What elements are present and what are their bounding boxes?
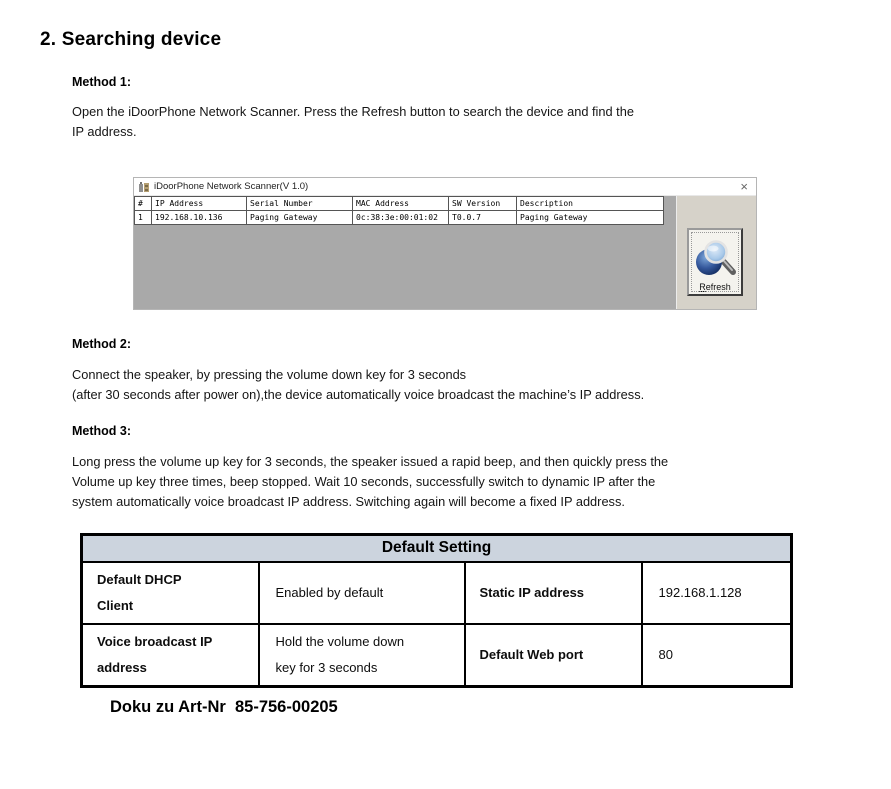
default-setting-title: Default Setting — [82, 535, 792, 562]
cell-text: 192.168.1.128 — [658, 584, 742, 600]
method-3-text — [72, 452, 852, 512]
cell-text: Voice broadcast IP — [97, 633, 213, 649]
col-header-index: # — [135, 197, 152, 211]
device-table — [134, 196, 664, 225]
table-row — [82, 562, 792, 624]
scanner-body — [134, 196, 756, 309]
value-static-ip — [642, 562, 792, 624]
refresh-button[interactable] — [687, 228, 743, 296]
method-3-heading: Method 3: — [72, 424, 132, 438]
device-description: Paging Gateway — [517, 211, 664, 225]
default-setting-table — [80, 533, 793, 688]
value-dhcp — [259, 562, 465, 624]
table-row — [82, 624, 792, 687]
scanner-right-panel — [676, 196, 756, 309]
default-setting-header-row — [82, 535, 792, 562]
cell-text: Enabled by default — [275, 584, 384, 600]
label-static-ip — [465, 562, 642, 624]
cell-text: address — [97, 659, 147, 675]
cell-text: Default DHCP — [97, 571, 182, 587]
method-3-line: Long press the volume up key for 3 seconds, the speaker issued a rapid beep, and then quickly press the — [72, 454, 669, 469]
value-web-port — [642, 624, 792, 687]
method-1-line: IP address. — [72, 124, 137, 139]
magnifier-icon — [694, 237, 736, 281]
cell-text: key for 3 seconds — [275, 659, 378, 675]
method-2-line: Connect the speaker, by pressing the volume down key for 3 seconds — [72, 367, 467, 382]
device-index: 1 — [135, 211, 152, 225]
device-row[interactable] — [135, 211, 664, 225]
close-icon[interactable]: × — [740, 179, 748, 194]
device-table-header-row — [135, 197, 664, 211]
method-2-text — [72, 365, 852, 405]
method-3-line: system automatically voice broadcast IP address. Switching again will become a fixed IP address. — [72, 494, 625, 509]
label-web-port — [465, 624, 642, 687]
method-2-heading: Method 2: — [72, 337, 132, 351]
col-header-mac: MAC Address — [353, 197, 449, 211]
scanner-titlebar — [134, 178, 756, 196]
cell-text: Client — [97, 597, 134, 613]
scanner-window — [133, 177, 757, 310]
footer-article-number: Doku zu Art-Nr 85-756-00205 — [110, 698, 338, 716]
col-header-serial: Serial Number — [247, 197, 353, 211]
page-title: 2. Searching device — [40, 29, 222, 50]
col-header-description: Description — [517, 197, 664, 211]
method-1-text — [72, 102, 852, 142]
scanner-window-title: iDoorPhone Network Scanner(V 1.0) — [154, 181, 309, 192]
cell-text: Static IP address — [479, 584, 585, 600]
device-ip: 192.168.10.136 — [152, 211, 247, 225]
cell-text: 80 — [658, 646, 673, 662]
cell-text: Default Web port — [479, 646, 584, 662]
col-header-ip: IP Address — [152, 197, 247, 211]
col-header-swversion: SW Version — [449, 197, 517, 211]
device-swversion: T0.0.7 — [449, 211, 517, 225]
method-1-heading: Method 1: — [72, 75, 132, 89]
cell-text: Hold the volume down — [275, 633, 405, 649]
label-default-dhcp-client — [82, 562, 259, 624]
method-3-line: Volume up key three times, beep stopped. Wait 10 seconds, successfully switch to dynamic IP after the — [72, 474, 656, 489]
method-2-line: (after 30 seconds after power on),the device automatically voice broadcast the machine’s IP address. — [72, 387, 645, 402]
label-voice-broadcast — [82, 624, 259, 687]
method-1-line: Open the iDoorPhone Network Scanner. Press the Refresh button to search the device and find the — [72, 104, 634, 119]
value-voice-broadcast — [259, 624, 465, 687]
device-serial: Paging Gateway — [247, 211, 353, 225]
refresh-button-label: Refresh — [699, 282, 731, 292]
device-mac: 0c:38:3e:00:01:02 — [353, 211, 449, 225]
app-icon — [138, 181, 150, 193]
